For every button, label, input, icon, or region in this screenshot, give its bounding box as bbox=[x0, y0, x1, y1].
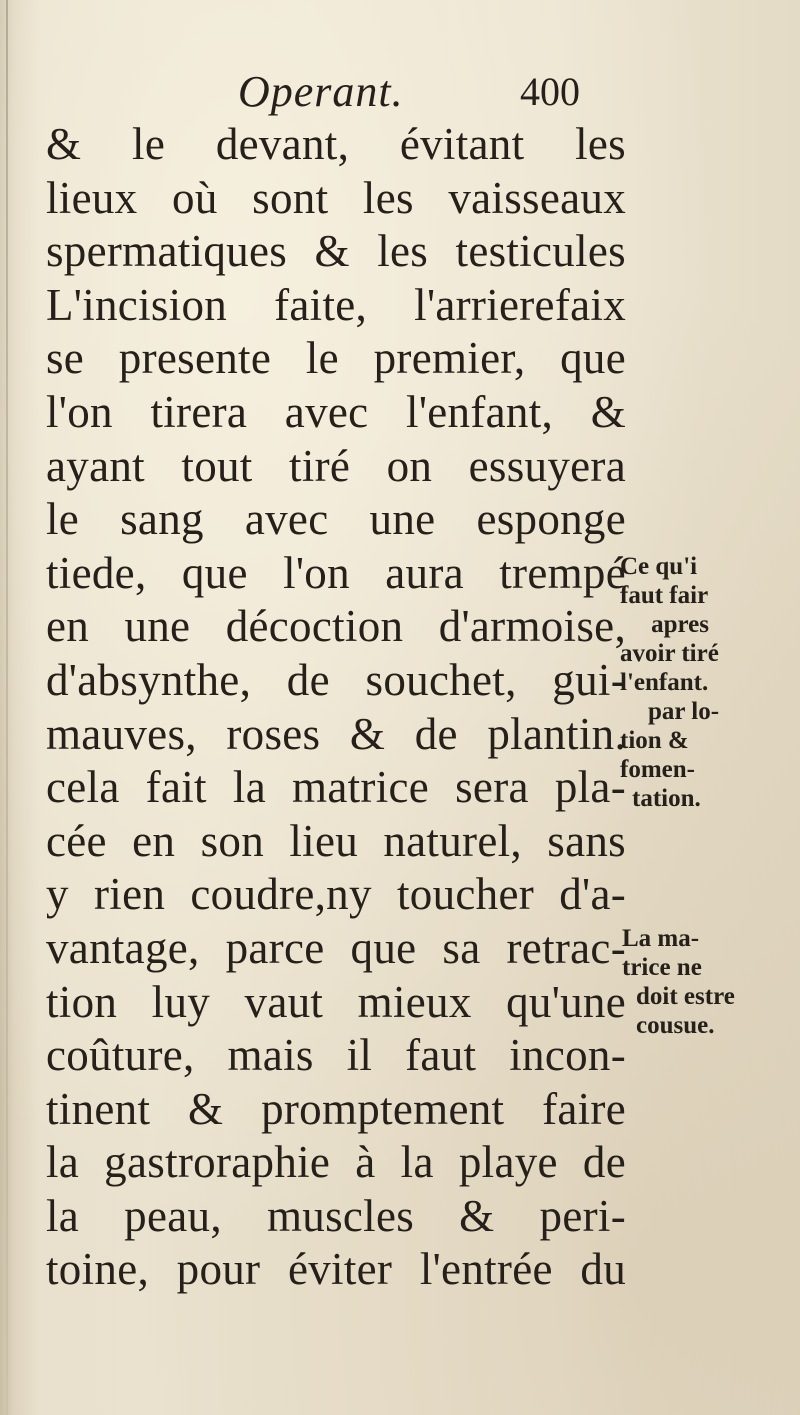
margin-note-line: faut fair bbox=[620, 582, 709, 609]
margin-note-no-suture bbox=[622, 924, 735, 1040]
margin-note-line: fomen- bbox=[620, 756, 695, 783]
text-line: d'absynthe, de souchet, gui- bbox=[46, 654, 626, 705]
page-header bbox=[0, 62, 800, 122]
margin-note-line: tation. bbox=[632, 785, 701, 812]
binding-gutter bbox=[6, 0, 8, 1415]
text-line: le sang avec une esponge bbox=[46, 494, 626, 545]
text-line: coûture, mais il faut incon- bbox=[46, 1030, 626, 1081]
margin-note-line: par lo- bbox=[648, 698, 720, 725]
text-line: lieux où sont les vaisseaux bbox=[46, 172, 626, 223]
text-line: toine, pour éviter l'entrée du bbox=[46, 1244, 626, 1295]
page-number: 400 bbox=[520, 69, 580, 114]
text-line: l'on tirera avec l'enfant, & bbox=[46, 386, 626, 437]
text-line: tion luy vaut mieux qu'une bbox=[46, 976, 626, 1027]
text-line: tinent & promptement faire bbox=[46, 1083, 626, 1134]
margin-note-line: tion & bbox=[620, 727, 689, 754]
text-line: L'incision faite, l'arrierefaix bbox=[46, 279, 626, 330]
margin-note-line: La ma- bbox=[622, 925, 700, 952]
text-line: en une décoction d'armoise, bbox=[46, 601, 626, 652]
text-line: mauves, roses & de plantin. bbox=[46, 708, 626, 759]
text-line: ayant tout tiré on essuyera bbox=[46, 440, 626, 491]
margin-note-line: trice ne bbox=[622, 954, 702, 981]
text-line: se presente le premier, que bbox=[46, 333, 626, 384]
text-line: spermatiques & les testicules bbox=[46, 226, 626, 277]
text-line: tiede, que l'on aura trempé bbox=[46, 547, 626, 598]
margin-note-line: doit estre bbox=[636, 983, 735, 1010]
text-line: la peau, muscles & peri- bbox=[46, 1190, 626, 1241]
text-line: vantage, parce que sa retrac- bbox=[46, 922, 626, 973]
text-line: cela fait la matrice sera pla- bbox=[46, 762, 626, 813]
text-line: & le devant, évitant les bbox=[46, 119, 626, 169]
margin-note-after-delivery bbox=[620, 552, 740, 813]
margin-note-line: Ce qu'i bbox=[620, 553, 698, 580]
main-text-block bbox=[46, 118, 626, 1297]
text-line: la gastroraphie à la playe de bbox=[46, 1137, 626, 1188]
text-line: y rien coudre,ny toucher d'a- bbox=[46, 869, 626, 920]
margin-note-line: avoir tiré bbox=[620, 640, 719, 667]
margin-note-line: cousue. bbox=[636, 1012, 715, 1039]
margin-note-line: apres bbox=[651, 611, 709, 638]
text-line: cée en son lieu naturel, sans bbox=[46, 815, 626, 866]
running-title: Operant. bbox=[238, 67, 404, 116]
margin-note-line: l'enfant. bbox=[620, 669, 709, 696]
